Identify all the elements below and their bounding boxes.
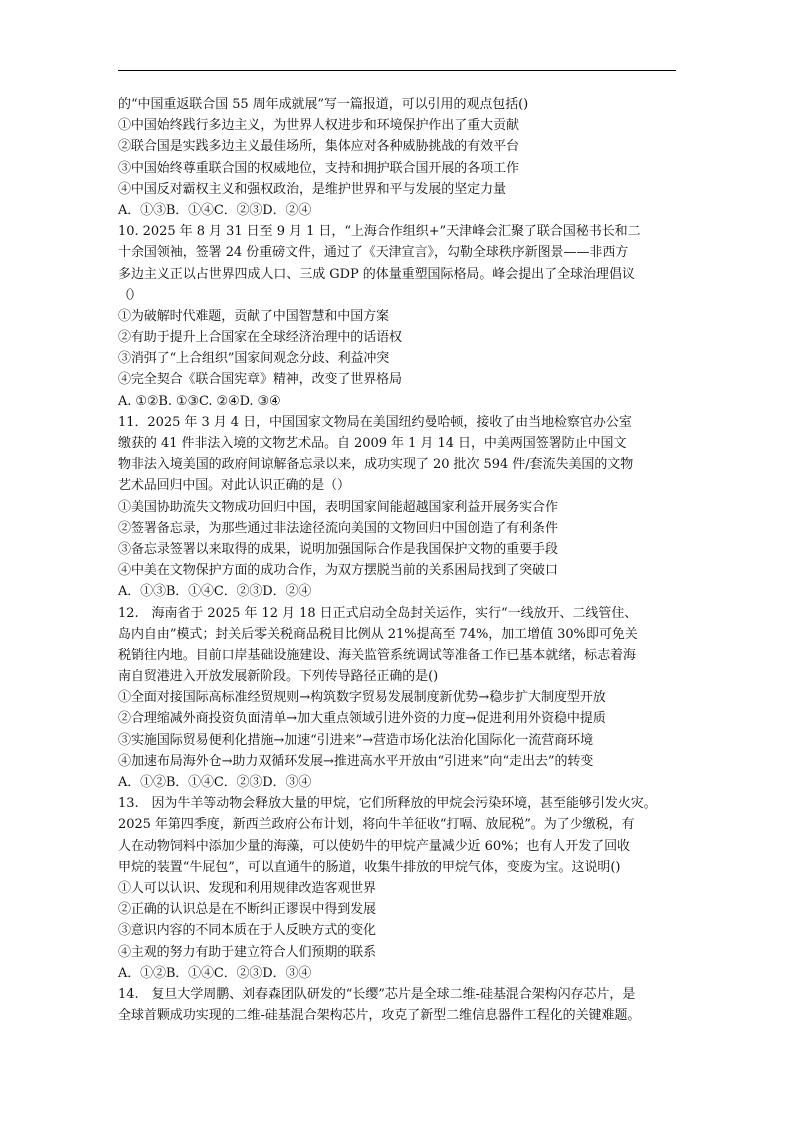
text-line: A．①②B．①④C．②③D．③④ [118, 965, 312, 981]
text-line: ③备忘录签署以来取得的成果，说明加强国际合作是我国保护文物的重要手段 [118, 541, 558, 557]
text-line: 艺术品回归中国。对此认识正确的是（） [118, 478, 350, 494]
text-line: 南自贸港进入开放发展新阶段。下列传导路径正确的是() [118, 669, 439, 685]
text-line: 人在动物饲料中添加少量的海藻，可以使奶牛的甲烷产量减少近 60%；也有人开发了回收 [118, 838, 630, 854]
text-line: 的“中国重返联合国 55 周年成就展”写一篇报道，可以引用的观点包括() [118, 97, 529, 112]
text-line: ①人可以认识、发现和利用规律改造客观世界 [118, 880, 376, 896]
text-line: 2025 年第四季度，新西兰政府公布计划，将向牛羊征收“打嗝、放屁税”。为了少缴税，有 [118, 817, 635, 833]
text-line: ④完全契合《联合国宪章》精神，改变了世界格局 [118, 372, 402, 388]
text-line: 甲烷的装置“牛屁包”，可以直通牛的肠道，收集牛排放的甲烷气体，变废为宝。这说明() [118, 859, 621, 875]
text-line: ④加速布局海外仓→助力双循环发展→推进高水平开放由“引进来”向“走出去”的转变 [118, 753, 594, 769]
text-line: A. ①②B. ①③C. ②④D. ③④ [118, 393, 281, 409]
header-rule [118, 70, 676, 71]
text-line: ③实施国际贸易便利化措施→加速“引进来”→营造市场化法治化国际化一流营商环境 [118, 732, 594, 748]
text-line: ①美国协助流失文物成功回归中国，表明国家间能超越国家利益开展务实合作 [118, 499, 558, 515]
text-line: ②合理缩减外商投资负面清单→加大重点领域引进外资的力度→促进利用外资稳中提质 [118, 711, 606, 727]
text-line: ②正确的认识总是在不断纠正谬误中得到发展 [118, 902, 376, 918]
text-line: ①中国始终践行多边主义，为世界人权进步和环境保护作出了重大贡献 [118, 118, 519, 134]
text-line: （） [118, 287, 141, 303]
text-line: ④主观的努力有助于建立符合人们预期的联系 [118, 944, 376, 960]
text-line: ②签署备忘录，为那些通过非法途径流向美国的文物回归中国创造了有利条件 [118, 520, 558, 536]
text-line: 13. 因为牛羊等动物会释放大量的甲烷，它们所释放的甲烷会污染环境，甚至能够引发火灾。 [118, 796, 657, 812]
text-line: A．①③B．①④C．②③D．②④ [118, 584, 312, 600]
text-line: A．①③B．①④C．②③D．②④ [118, 202, 312, 218]
text-line: 14. 复旦大学周鹏、刘春森团队研发的“长缨”芯片是全球二维-硅基混合架构闪存芯片，是 [118, 986, 636, 1002]
text-line: 全球首颗成功实现的二维-硅基混合架构芯片，攻克了新型二维信息器件工程化的关键难题。 [118, 1008, 641, 1024]
text-line: 岛内自由”模式；封关后零关税商品税目比例从 21%提高至 74%，加工增值 30%即可免关 [118, 626, 638, 642]
text-line: 物非法入境美国的政府间谅解备忘录以来，成功实现了 20 批次 594 件/套流失美国的文物 [118, 457, 634, 473]
text-line: 10. 2025 年 8 月 31 日至 9 月 1 日，“上海合作组织+”天津峰会汇聚了联合国秘书长和二 [118, 224, 641, 240]
text-line: 税销往内地。目前口岸基础设施建设、海关监管系统调试等准备工作已基本就绪，标志着海 [118, 647, 636, 663]
text-line: ①为破解时代难题，贡献了中国智慧和中国方案 [118, 308, 389, 324]
text-line: ③中国始终尊重联合国的权威地位，支持和拥护联合国开展的各项工作 [118, 160, 519, 176]
document-body [118, 94, 678, 1026]
text-line: 缴获的 41 件非法入境的文物艺术品。自 2009 年 1 月 14 日，中美两国签署防止中国文 [118, 436, 627, 451]
text-line: A．①②B．①④C．②③D．③④ [118, 775, 312, 790]
text-line: ②有助于提升上合国家在全球经济治理中的话语权 [118, 330, 402, 346]
text-line: 12. 海南省于 2025 年 12 月 18 日正式启动全岛封关运作，实行“一线放开、二线管住、 [118, 605, 638, 621]
text-line: ③意识内容的不同本质在于人反映方式的变化 [118, 923, 376, 939]
text-line: ④中国反对霸权主义和强权政治，是维护世界和平与发展的坚定力量 [118, 181, 506, 197]
text-line: ②联合国是实践多边主义最佳场所，集体应对各种威胁挑战的有效平台 [118, 139, 519, 155]
text-line: ③消弭了“上合组织”国家间观念分歧、利益冲突 [118, 351, 390, 367]
text-line: 11．2025 年 3 月 4 日，中国国家文物局在美国纽约曼哈顿，接收了由当地检察官办公室 [118, 414, 632, 430]
text-line: 十余国领袖，签署 24 份重磅文件，通过了《天津宣言》，勾勒全球秩序新图景——非西方 [118, 245, 629, 261]
text-line: 多边主义正以占世界四成人口、三成 GDP 的体量重塑国际格局。峰会提出了全球治理倡议 [118, 266, 635, 282]
text-line: ④中美在文物保护方面的成功合作，为双方摆脱当前的关系困局找到了突破口 [118, 563, 558, 579]
text-line: ①全面对接国际高标准经贸规则→构筑数字贸易发展制度新优势→稳步扩大制度型开放 [118, 690, 606, 706]
